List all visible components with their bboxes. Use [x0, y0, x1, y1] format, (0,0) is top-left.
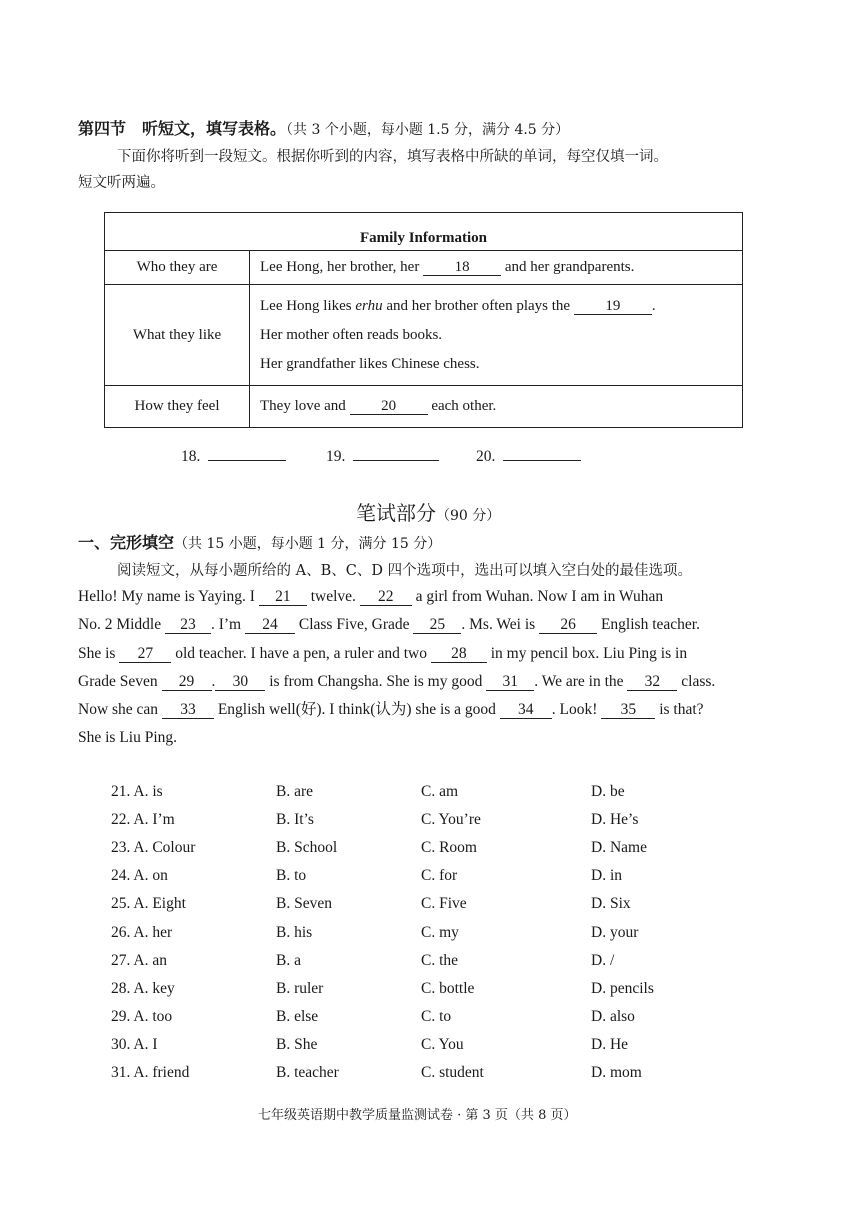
option-c[interactable]: C. Room — [421, 839, 477, 856]
blank-21[interactable]: 21 — [259, 589, 307, 606]
option-a[interactable]: 26. A. her — [111, 924, 173, 941]
option-c[interactable]: C. for — [421, 867, 458, 884]
blank-23[interactable]: 23 — [165, 617, 211, 634]
option-a[interactable]: 27. A. an — [111, 952, 167, 969]
row-label: Who they are — [105, 251, 250, 285]
row-content — [250, 285, 743, 386]
blank-33[interactable]: 33 — [162, 702, 214, 719]
blank-34[interactable]: 34 — [500, 702, 552, 719]
answer-field-19[interactable] — [353, 460, 439, 461]
option-b[interactable]: B. his — [276, 924, 313, 941]
row-text: and her grandparents. — [504, 259, 635, 275]
option-a[interactable]: 30. A. I — [111, 1036, 158, 1053]
row-text-italic: erhu — [355, 297, 383, 314]
option-d[interactable]: D. your — [591, 924, 639, 941]
part1-instruction: 阅读短文，从每小题所给的 A、B、C、D 四个选项中，选出可以填入空白处的最佳选项。 — [117, 563, 693, 579]
option-b[interactable]: B. are — [276, 783, 314, 800]
option-d[interactable]: D. also — [591, 1008, 635, 1025]
blank-22[interactable]: 22 — [360, 589, 412, 606]
option-c[interactable]: C. the — [421, 952, 459, 969]
option-c[interactable]: C. my — [421, 924, 459, 941]
blank-32[interactable]: 32 — [627, 674, 677, 691]
passage-line: She is 27 old teacher. I have a pen, a ruler and two 28 in my pencil box. Liu Ping is in — [78, 644, 688, 662]
written-part-title — [356, 497, 500, 526]
option-d[interactable]: D. pencils — [591, 980, 654, 997]
section4-instruction: 下面你将听到一段短文。根据你听到的内容，填写表格中所缺的单词，每空仅填一词。 — [117, 149, 668, 165]
option-d[interactable]: D. be — [591, 783, 625, 800]
blank-26[interactable]: 26 — [539, 617, 597, 634]
passage-line: Now she can 33 English well(好). I think(认为) she is a good 34 . Look! 35 is that? — [78, 701, 704, 719]
passage-line: She is Liu Ping. — [78, 729, 178, 747]
row-text: and her brother often plays the — [382, 297, 571, 314]
passage-line: No. 2 Middle 23 . I’m 24 Class Five, Grade 25 . Ms. Wei is 26 English teacher. — [78, 616, 700, 634]
part1-heading — [78, 530, 441, 553]
blank-24[interactable]: 24 — [245, 617, 295, 634]
option-a[interactable]: 29. A. too — [111, 1008, 173, 1025]
part1-note: （共 15 小题，每小题 1 分，满分 15 分） — [174, 536, 442, 552]
blank-30[interactable]: 30 — [215, 674, 265, 691]
option-b[interactable]: B. ruler — [276, 980, 324, 997]
row-content — [250, 251, 743, 285]
section4-heading — [78, 116, 569, 139]
blank-18[interactable]: 18 — [423, 259, 501, 276]
option-a[interactable]: 31. A. friend — [111, 1064, 190, 1081]
option-d[interactable]: D. He — [591, 1036, 629, 1053]
table-row — [105, 251, 743, 285]
option-d[interactable]: D. Name — [591, 839, 647, 856]
option-b[interactable]: B. She — [276, 1036, 318, 1053]
family-info-table — [104, 212, 743, 428]
blank-31[interactable]: 31 — [486, 674, 534, 691]
row-text: They love and — [260, 398, 346, 414]
row-label: How they feel — [105, 386, 250, 428]
option-a[interactable]: 25. A. Eight — [111, 895, 186, 912]
blank-27[interactable]: 27 — [119, 646, 171, 663]
option-c[interactable]: C. to — [421, 1008, 452, 1025]
option-a[interactable]: 24. A. on — [111, 867, 168, 884]
option-d[interactable]: D. in — [591, 867, 622, 884]
answer-field-18[interactable] — [208, 460, 286, 461]
written-score: （90 分） — [436, 508, 501, 524]
passage-line: Grade Seven 29 . 30 is from Changsha. She is my good 31 . We are in the 32 class. — [78, 672, 716, 690]
option-b[interactable]: B. It’s — [276, 811, 314, 828]
row-content — [250, 386, 743, 428]
section4-note: （共 3 个小题，每小题 1.5 分，满分 4.5 分） — [286, 122, 570, 138]
row-text: Lee Hong likes — [260, 297, 356, 314]
answer-number: 19. — [326, 448, 346, 465]
option-b[interactable]: B. a — [276, 952, 301, 969]
passage-line: Hello! My name is Yaying. I 21 twelve. 22 a girl from Wuhan. Now I am in Wuhan — [78, 588, 664, 605]
answer-line-19 — [326, 448, 439, 466]
table-row — [105, 285, 743, 386]
option-c[interactable]: C. You — [421, 1036, 464, 1053]
row-text: Her grandfather likes Chinese chess. — [260, 355, 480, 372]
blank-25[interactable]: 25 — [413, 617, 461, 634]
section4-instruction-2: 短文听两遍。 — [78, 175, 165, 191]
row-text: each other. — [431, 398, 497, 414]
cloze-passage — [78, 583, 818, 753]
blank-19[interactable]: 19 — [574, 298, 652, 315]
option-b[interactable]: B. teacher — [276, 1064, 339, 1081]
answer-line-20 — [476, 448, 581, 466]
option-c[interactable]: C. Five — [421, 895, 467, 912]
answer-line-18 — [181, 448, 286, 466]
option-c[interactable]: C. bottle — [421, 980, 475, 997]
table-row — [105, 386, 743, 428]
section4-title: 第四节 听短文，填写表格。 — [78, 119, 287, 138]
page-footer: 七年级英语期中教学质量监测试卷 · 第 3 页（共 8 页） — [258, 1108, 577, 1123]
answer-number: 20. — [476, 448, 496, 465]
option-a[interactable]: 22. A. I’m — [111, 811, 175, 828]
option-c[interactable]: C. You’re — [421, 811, 481, 828]
option-d[interactable]: D. / — [591, 952, 615, 969]
option-c[interactable]: C. student — [421, 1064, 484, 1081]
row-text: . — [651, 297, 656, 314]
option-d[interactable]: D. Six — [591, 895, 631, 912]
row-text: Lee Hong, her brother, her — [260, 259, 420, 275]
option-a[interactable]: 23. A. Colour — [111, 839, 196, 856]
option-b[interactable]: B. School — [276, 839, 338, 856]
option-a[interactable]: 21. A. is — [111, 783, 163, 800]
part1-title: 一、完形填空 — [78, 533, 175, 552]
option-d[interactable]: D. He’s — [591, 811, 639, 828]
table-title: Family Information — [105, 213, 743, 251]
answer-number: 18. — [181, 448, 201, 465]
option-a[interactable]: 28. A. key — [111, 980, 175, 997]
option-b[interactable]: B. else — [276, 1008, 319, 1025]
row-text: Her mother often reads books. — [260, 326, 443, 343]
option-b[interactable]: B. to — [276, 867, 307, 884]
option-b[interactable]: B. Seven — [276, 895, 332, 912]
answer-field-20[interactable] — [503, 460, 581, 461]
written-title: 笔试部分 — [356, 501, 436, 525]
blank-35[interactable]: 35 — [601, 702, 655, 719]
option-d[interactable]: D. mom — [591, 1064, 642, 1081]
blank-20[interactable]: 20 — [350, 398, 428, 415]
blank-28[interactable]: 28 — [431, 646, 487, 663]
row-label: What they like — [105, 285, 250, 386]
blank-29[interactable]: 29 — [162, 674, 212, 691]
option-c[interactable]: C. am — [421, 783, 459, 800]
